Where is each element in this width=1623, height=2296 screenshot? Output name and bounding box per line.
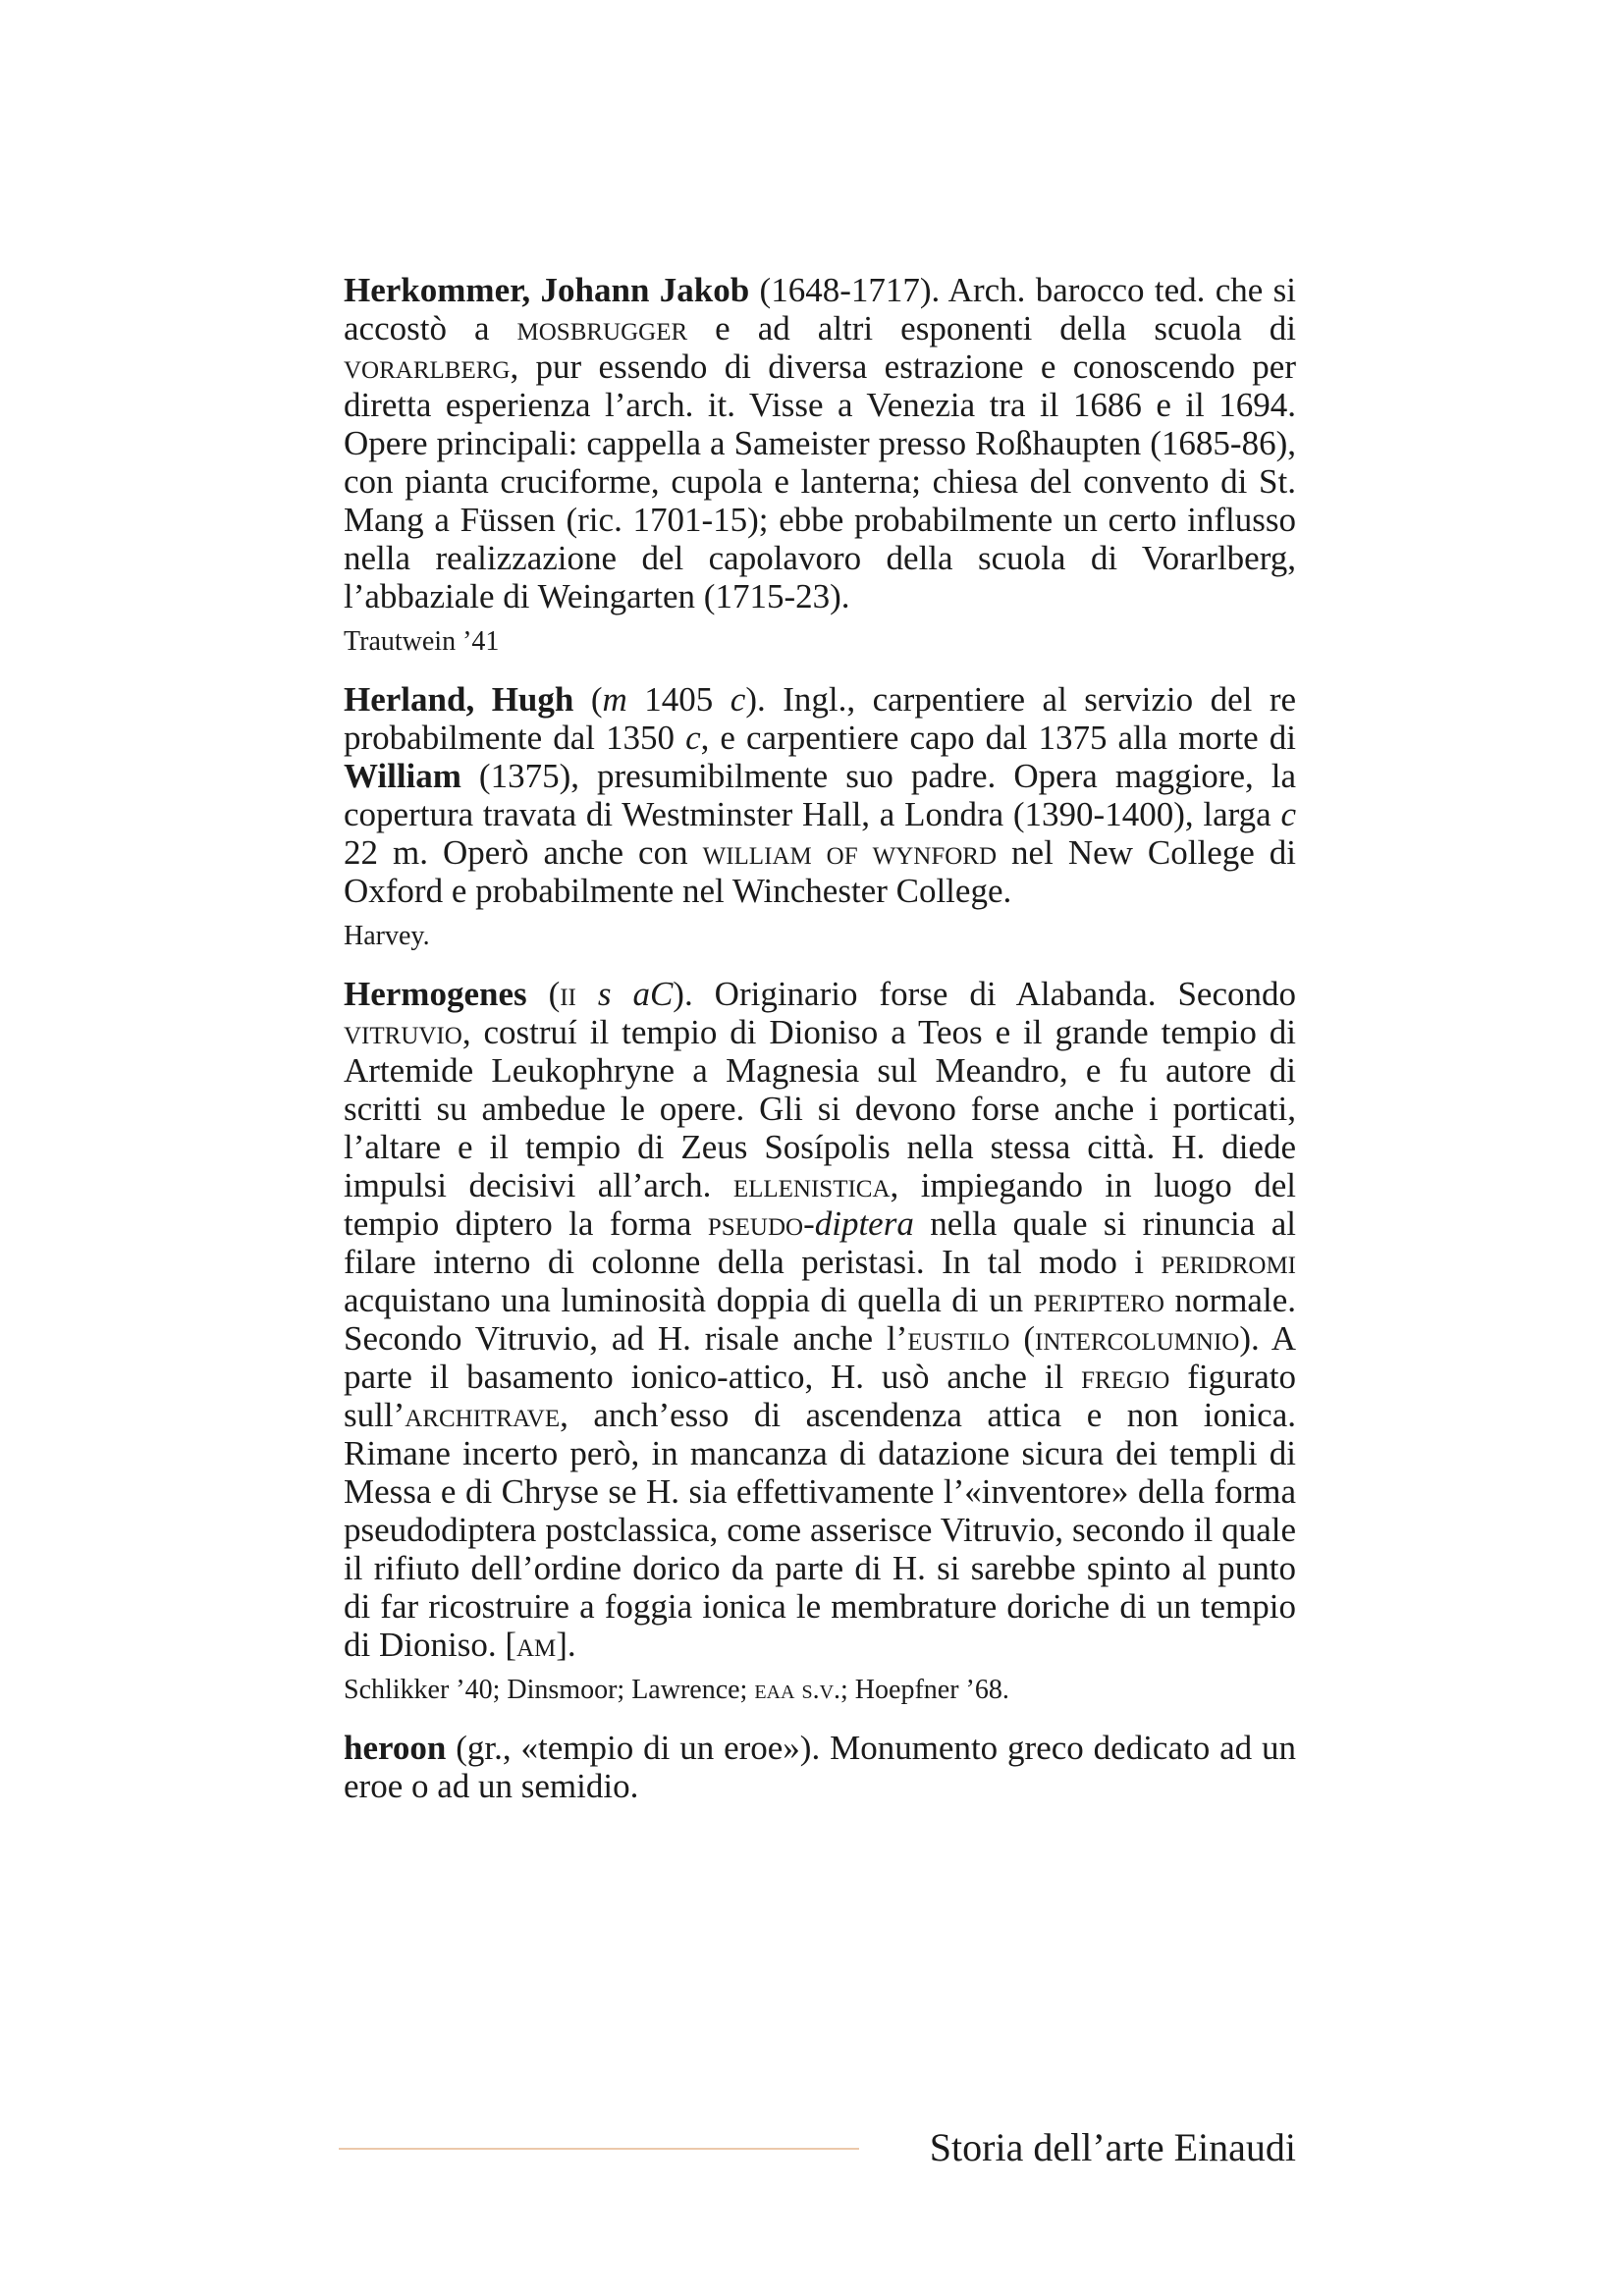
small-caps-ref: intercolumnio [1035, 1319, 1240, 1358]
entry-herkommer [344, 271, 1296, 659]
entry-bibliography [344, 1674, 1296, 1707]
small-caps-ref: fregio [1081, 1358, 1170, 1396]
entry-text [344, 1729, 1296, 1805]
entry-body [344, 1729, 1296, 1805]
entry-text [344, 271, 1296, 615]
small-caps-ref: s.v. [801, 1675, 841, 1705]
italic-text: c [685, 719, 701, 757]
text-run: Harvey. [344, 921, 430, 951]
text-run: nel New College di Oxford e probabilmente nel Winchester College. [344, 833, 1296, 910]
text-run: (gr., «tempio di un eroe»). Monumento greco dedicato ad un eroe o ad un semidio. [344, 1729, 1296, 1805]
small-caps-ref: mosbrugger [516, 309, 688, 347]
text-run: Schlikker ’40; Dinsmoor; Lawrence; [344, 1675, 755, 1705]
entry-headword: Hermogenes [344, 975, 527, 1013]
bold-text: William [344, 757, 461, 795]
dictionary-page [344, 271, 1296, 1827]
text-run: ]. [556, 1626, 576, 1664]
small-caps-ref: eaa [754, 1675, 795, 1705]
text-run: ). Originario forse di Alabanda. Secondo [673, 975, 1296, 1013]
entry-text [344, 680, 1296, 910]
entry-hermogenes [344, 975, 1296, 1707]
text-run: ( [1009, 1319, 1036, 1358]
entry-heroon [344, 1729, 1296, 1805]
small-caps-ref: william of wynford [702, 833, 998, 872]
text-run: ). Ingl., carpentiere al servizio del re probabilmente dal 1350 [344, 680, 1297, 757]
text-run: Trautwein ’41 [344, 626, 500, 657]
text-run: 1405 [626, 680, 730, 719]
small-caps-ref: architrave [405, 1396, 561, 1434]
text-run: e ad altri esponenti della scuola di [687, 309, 1296, 347]
text-run: normale. Secondo Vitruvio, ad H. risale anche l’ [344, 1281, 1296, 1358]
italic-text: c [730, 680, 746, 719]
italic-text: s aC [597, 975, 674, 1013]
italic-text: c [1280, 795, 1296, 833]
text-run: 22 m. Operò anche con [344, 833, 703, 872]
text-run: acquistano una luminosità doppia di quella di un [344, 1281, 1034, 1319]
footer-title: Storia dell’arte Einaudi [929, 2125, 1296, 2169]
text-run: (1375), presumibilmente suo padre. Opera maggiore, la copertura travata di Westminster Hall, a Londra (1390-1400), larga [344, 757, 1296, 833]
footer-rule [339, 2148, 859, 2150]
text-run: , e carpentiere capo dal 1375 alla morte di [700, 719, 1296, 757]
page-footer [339, 2120, 1296, 2175]
text-run: ). A parte il basamento ionico-attico, H. usò anche il [344, 1319, 1296, 1396]
entry-bibliography [344, 625, 1296, 659]
text-run: ( [526, 975, 561, 1013]
small-caps-ref: peridromi [1161, 1243, 1296, 1281]
small-caps-ref: ellenistica [732, 1166, 891, 1204]
italic-text: diptera [814, 1204, 914, 1243]
entry-herland [344, 680, 1296, 953]
text-run: nella quale si rinuncia al filare interno di colonne della peristasi. In tal modo i [344, 1204, 1296, 1281]
entry-headword: Herkommer, Johann Jakob [344, 271, 750, 309]
text-run: (1648-1717). Arch. barocco ted. che si accostò a [344, 271, 1296, 347]
small-caps-ref: periptero [1033, 1281, 1164, 1319]
entry-body [344, 975, 1296, 1664]
text-run: ( [573, 680, 603, 719]
small-caps-ref: vitruvio [344, 1013, 462, 1051]
small-caps-ref: am [515, 1626, 557, 1664]
text-run: , pur essendo di diversa estrazione e conoscendo per diretta esperienza l’arch. it. Visse a Venezia tra il 1686 e il 1694. Opere principali: cappella a Sameister presso Roßhaupten (1685-86), con pianta cruciforme, cupola e lanterna; chiesa del convento di St. Mang a Füssen (ric. 1701-15); ebbe probabilmente un certo influsso nella realizzazione del capolavoro della scuola di Vorarlberg, l’abbaziale di Weingarten (1715-23). [344, 347, 1296, 615]
entry-bibliography [344, 920, 1296, 953]
entry-text [344, 975, 1296, 1664]
entry-headword: heroon [344, 1729, 447, 1767]
text-run: ; Hoepfner ’68. [840, 1675, 1009, 1705]
italic-text: m [602, 680, 627, 719]
small-caps-ref: vorarlberg [344, 347, 511, 386]
text-run: , anch’esso di ascendenza attica e non ionica. Rimane incerto però, in mancanza di datazione sicura dei templi di Messa e di Chryse se H. sia effettivamente l’«inventore» della forma pseudodiptera postclassica, come asserisce Vitruvio, secondo il quale il rifiuto dell’ordine dorico da parte di H. si sarebbe spinto al punto di far ricostruire a foggia ionica le membrature doriche di un tempio di Dioniso. [ [344, 1396, 1296, 1664]
text-run [576, 975, 598, 1013]
small-caps-ref: eustilo [907, 1319, 1010, 1358]
entry-body [344, 271, 1296, 615]
text-run: figurato sull’ [344, 1358, 1297, 1434]
text-run: , costruí il tempio di Dioniso a Teos e il grande tempio di Artemide Leukophryne a Magnesia sul Meandro, e fu autore di scritti su ambedue le opere. Gli si devono forse anche i porticati, l’altare e il tempio di Zeus Sosípolis nella stessa città. H. diede impulsi decisivi all’arch. [344, 1013, 1296, 1204]
text-run: , impiegando in luogo del tempio diptero la forma [344, 1166, 1296, 1243]
small-caps-ref: ii [560, 975, 576, 1013]
entry-headword: Herland, Hugh [344, 680, 574, 719]
small-caps-ref: pseudo- [707, 1204, 815, 1243]
